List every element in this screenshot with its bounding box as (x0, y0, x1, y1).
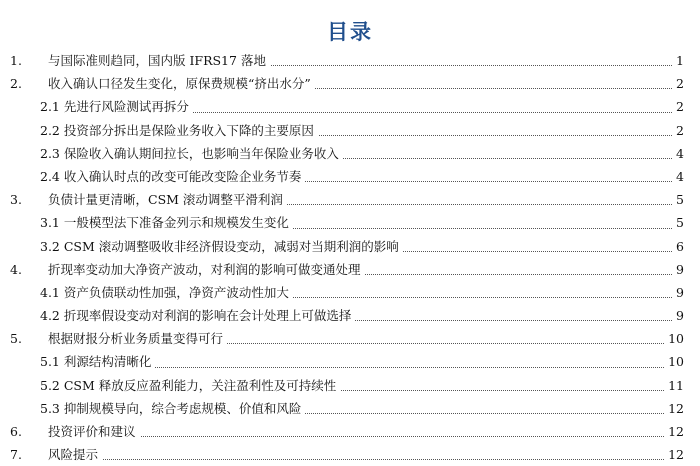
toc-entry-title: 2.4 收入确认时点的改变可能改变险企业务节奏 (40, 165, 305, 188)
toc-entry-page: 9 (673, 281, 684, 304)
dot-leader (48, 437, 672, 460)
toc-entry-number: 4. (10, 261, 22, 277)
toc-entry-title: 与国际准则趋同，国内版 IFRS17 落地 (48, 49, 270, 72)
toc-entry-page: 11 (665, 374, 684, 397)
toc-entry-page: 1 (673, 49, 684, 72)
toc-entry-page: 12 (665, 397, 684, 420)
toc-entry-title: 2.2 投资部分拆出是保险业务收入下降的主要原因 (40, 119, 318, 142)
toc-entry-page: 2 (673, 95, 684, 118)
toc-entry-title: 折现率变动加大净资产波动，对利润的影响可做变通处理 (48, 258, 365, 281)
toc-entry-title: 5.2 CSM 释放反应盈利能力，关注盈利性及可持续性 (40, 374, 340, 397)
toc-entry-title: 根据财报分析业务质量变得可行 (48, 327, 227, 350)
toc-entry-page: 4 (673, 165, 684, 188)
toc-entry-page: 10 (665, 327, 684, 350)
toc-entry-title: 5.3 抑制规模导向，综合考虑规模、价值和风险 (40, 397, 305, 420)
toc-entry-title: 负债计量更清晰，CSM 滚动调整平滑利润 (48, 188, 287, 211)
toc-entry-title: 3.2 CSM 滚动调整吸收非经济假设变动，减弱对当期利润的影响 (40, 235, 403, 258)
toc-entry-number: 3. (10, 192, 22, 208)
toc-entry-title: 风险提示 (48, 443, 102, 466)
toc-entry-page: 5 (673, 211, 684, 234)
toc-entry-number: 7. (10, 447, 22, 463)
toc-entry-title: 收入确认口径发生变化，原保费规模“挤出水分” (48, 72, 315, 95)
toc-entry-number: 6. (10, 424, 22, 439)
toc-entry-page: 12 (665, 420, 684, 443)
toc-entry-title: 3.1 一般模型法下准备金列示和规模发生变化 (40, 211, 293, 234)
toc-entry-number: 1. (10, 53, 22, 68)
toc-entry-page: 2 (673, 119, 684, 142)
toc-entry-page: 6 (673, 235, 684, 258)
toc-entry-title: 2.3 保险收入确认期间拉长，也影响当年保险业务收入 (40, 142, 343, 165)
toc-entry-number: 2. (10, 76, 22, 92)
toc-entry-title: 4.1 资产负债联动性加强，净资产波动性加大 (40, 281, 293, 304)
toc-entry-number: 5. (10, 331, 22, 347)
toc-entry-page: 5 (673, 188, 684, 211)
toc-entry[interactable] (0, 443, 700, 466)
toc-entry-page: 10 (665, 350, 684, 373)
toc-entry-title: 5.1 利源结构清晰化 (40, 350, 155, 373)
toc-entry-page: 9 (673, 258, 684, 281)
toc-entry-page: 12 (665, 443, 684, 466)
toc-entry-page: 4 (673, 142, 684, 165)
table-of-contents (0, 49, 700, 466)
toc-title: 目录 (327, 20, 373, 44)
toc-entry-title: 投资评价和建议 (48, 420, 140, 443)
toc-entry-title: 2.1 先进行风险测试再拆分 (40, 95, 193, 118)
toc-entry-page: 9 (673, 304, 684, 327)
toc-entry-page: 2 (673, 72, 684, 95)
toc-entry-title: 4.2 折现率假设变动对利润的影响在会计处理上可做选择 (40, 304, 355, 327)
